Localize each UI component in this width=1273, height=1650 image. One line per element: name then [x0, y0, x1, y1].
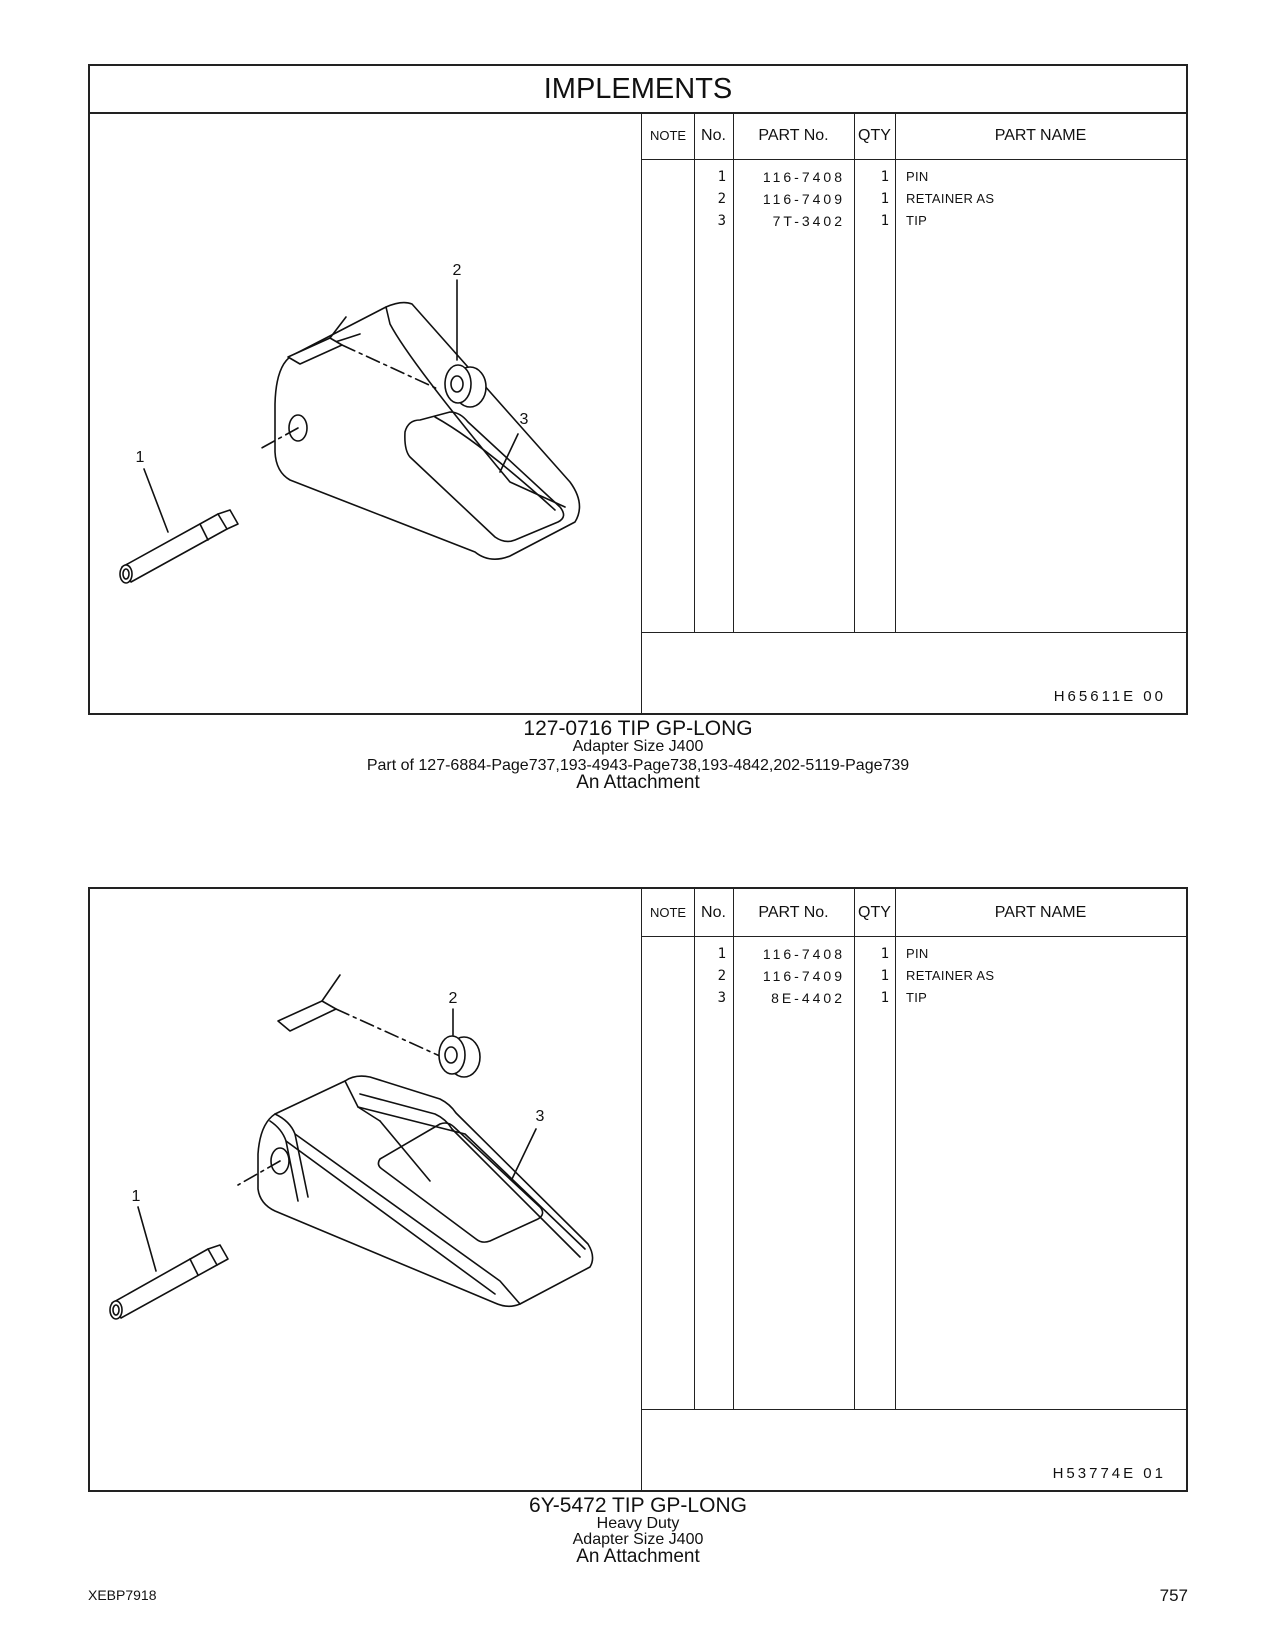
- caption-line: Heavy Duty: [596, 1515, 680, 1532]
- header-no: No.: [701, 904, 726, 921]
- table-row: [642, 166, 1186, 188]
- row-no: 1: [717, 169, 726, 185]
- header-part-name: PART NAME: [994, 904, 1087, 921]
- header-qty: QTY: [858, 127, 891, 144]
- tip-exploded-drawing-2: [90, 889, 642, 1492]
- row-part-no: 116-7409: [762, 191, 845, 207]
- row-qty: 1: [880, 169, 889, 185]
- row-qty: 1: [880, 990, 889, 1006]
- table-row: [642, 965, 1186, 987]
- table-row: [642, 943, 1186, 965]
- row-part-no: 8E-4402: [771, 990, 845, 1006]
- page-title: IMPLEMENTS: [90, 66, 1186, 114]
- row-qty: 1: [880, 191, 889, 207]
- callout-1: 1: [135, 449, 145, 466]
- parts-group-2: [88, 887, 1188, 1492]
- row-part-name: PIN: [906, 946, 929, 961]
- header-qty: QTY: [858, 904, 891, 921]
- page-number: 757: [1159, 1586, 1188, 1605]
- callout-2: 2: [448, 990, 458, 1007]
- row-part-no: 116-7409: [762, 968, 845, 984]
- tip-exploded-drawing-1: [90, 112, 642, 715]
- row-no: 2: [717, 968, 726, 984]
- caption-title: 127-0716 TIP GP-LONG: [523, 717, 753, 740]
- caption-title: 6Y-5472 TIP GP-LONG: [529, 1494, 747, 1517]
- callout-3: 3: [519, 411, 529, 428]
- caption-line: An Attachment: [576, 772, 700, 793]
- caption-2: [88, 1496, 1188, 1566]
- row-qty: 1: [880, 968, 889, 984]
- header-no: No.: [701, 127, 726, 144]
- row-part-name: TIP: [906, 990, 928, 1005]
- header-note: NOTE: [649, 128, 687, 143]
- parts-group-1: [88, 64, 1188, 715]
- table-body: [642, 159, 1186, 633]
- row-part-no: 116-7408: [762, 946, 845, 962]
- caption-line: Part of 127-6884-Page737,193-4943-Page738,193-4842,202-5119-Page739: [366, 757, 910, 774]
- table-header: [642, 112, 1186, 160]
- row-part-name: PIN: [906, 169, 929, 184]
- row-qty: 1: [880, 213, 889, 229]
- row-no: 3: [717, 213, 726, 229]
- illustration-1: [90, 112, 642, 713]
- header-part-name: PART NAME: [994, 127, 1087, 144]
- table-header: [642, 889, 1186, 937]
- callout-2: 2: [452, 262, 462, 279]
- callout-1: 1: [131, 1188, 141, 1205]
- figure-code: H53774E 01: [1052, 1465, 1166, 1482]
- table-body: [642, 936, 1186, 1410]
- row-qty: 1: [880, 946, 889, 962]
- row-part-no: 7T-3402: [772, 213, 845, 229]
- figure-code: H65611E 00: [1053, 688, 1166, 705]
- document-code: XEBP7918: [88, 1587, 157, 1603]
- caption-line: An Attachment: [576, 1546, 700, 1567]
- header-note: NOTE: [649, 905, 687, 920]
- table-row: [642, 987, 1186, 1009]
- row-part-no: 116-7408: [762, 169, 845, 185]
- caption-line: Adapter Size J400: [572, 1531, 704, 1548]
- caption-line: Adapter Size J400: [572, 738, 704, 755]
- row-no: 1: [717, 946, 726, 962]
- table-footer: [642, 1410, 1186, 1490]
- table-footer: [642, 633, 1186, 713]
- row-part-name: TIP: [906, 213, 928, 228]
- caption-1: [88, 719, 1188, 792]
- parts-table-2: [642, 889, 1186, 1490]
- row-part-name: RETAINER AS: [906, 968, 995, 983]
- row-part-name: RETAINER AS: [906, 191, 995, 206]
- table-row: [642, 188, 1186, 210]
- header-part-no: PART No.: [758, 904, 829, 921]
- callout-3: 3: [535, 1108, 545, 1125]
- table-row: [642, 210, 1186, 232]
- row-no: 2: [717, 191, 726, 207]
- header-part-no: PART No.: [758, 127, 829, 144]
- illustration-2: [90, 889, 642, 1490]
- row-no: 3: [717, 990, 726, 1006]
- parts-table-1: [642, 112, 1186, 713]
